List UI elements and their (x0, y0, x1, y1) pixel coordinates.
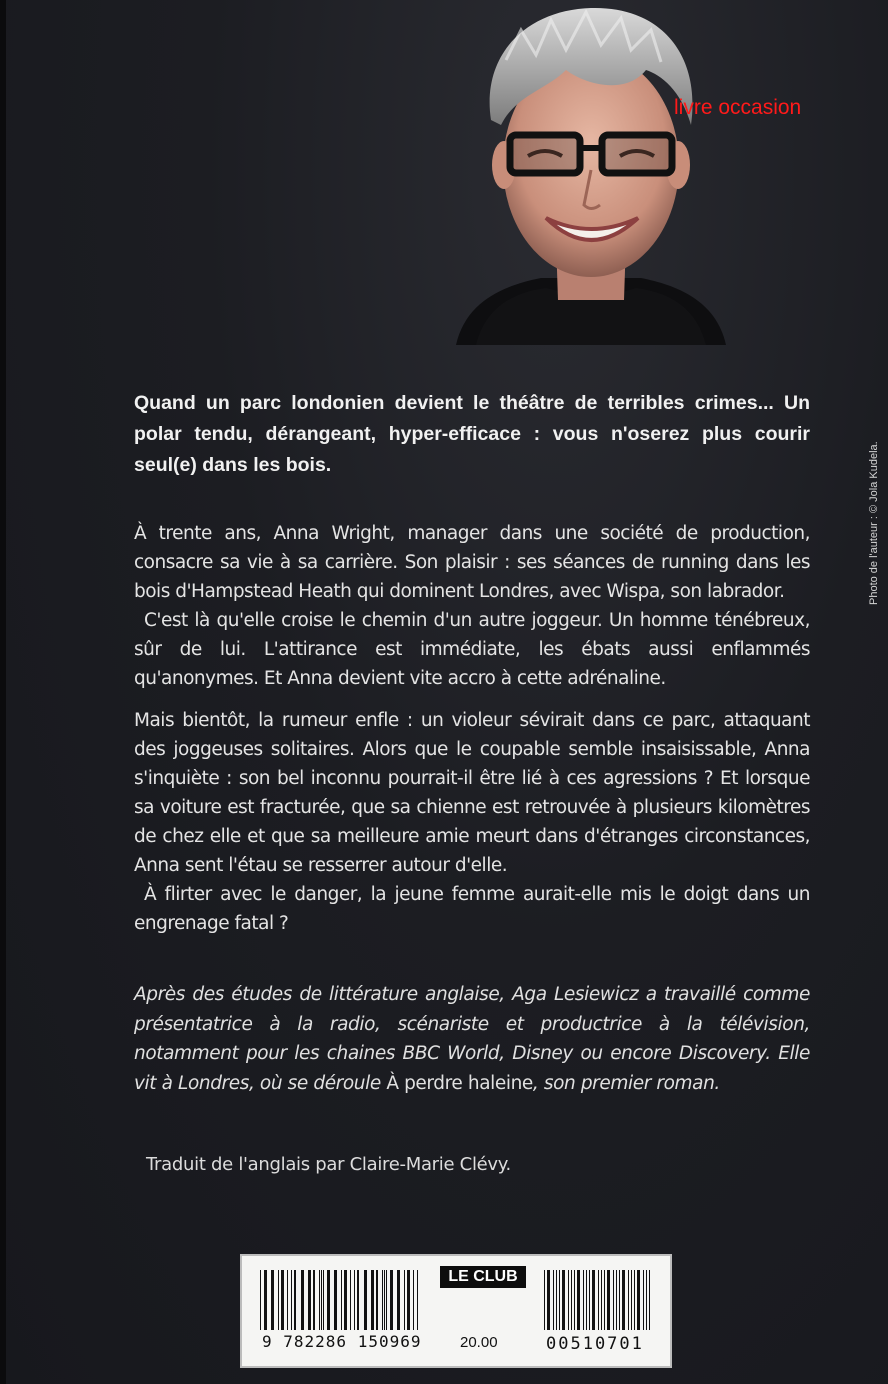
reference-barcode (544, 1270, 654, 1330)
bio-text-start: Après des études de littérature anglaise, Aga Lesiewicz a travaillé comme présentatrice à la radio, scénariste et productrice à la télévision, notamment pour les chaines BBC World, Disney ou encore Discovery. Elle vit à Londres, où se déroule (134, 984, 810, 1094)
barcode-bar (646, 1270, 647, 1330)
used-book-label: livre occasion (674, 96, 802, 119)
barcode-bar (404, 1270, 405, 1330)
barcode-bar (604, 1270, 605, 1330)
barcode-bar (568, 1270, 569, 1330)
barcode-bar (260, 1270, 261, 1330)
photo-credit: Photo de l'auteur : © Jola Kudela. (868, 441, 880, 605)
barcode-bar (313, 1270, 315, 1330)
barcode-bar (397, 1270, 400, 1330)
isbn-number: 9 782286 150969 (262, 1332, 422, 1351)
barcode-bar (613, 1270, 614, 1330)
barcode-bar (631, 1270, 632, 1330)
barcode-bar (376, 1270, 378, 1330)
barcode-bar (607, 1270, 610, 1330)
barcode-bar (364, 1270, 367, 1330)
barcode-bar (622, 1270, 625, 1330)
barcode-bar (294, 1270, 296, 1330)
barcode-bar (547, 1270, 550, 1330)
barcode-bar (287, 1270, 288, 1330)
barcode-bar (281, 1270, 284, 1330)
synopsis-paragraph-2: C'est là qu'elle croise le chemin d'un autre joggeur. Un homme ténébreux, sûr de lui. L'attirance est immédiate, les ébats aussi enflammés qu'anonymes. Et Anna devient vite accro à cette adrénaline. (134, 610, 810, 689)
synopsis-paragraph-3: Mais bientôt, la rumeur enfle : un violeur sévirait dans ce parc, attaquant des joggeuses solitaires. Alors que le coupable semble insaisissable, Anna s'inquiète : son bel inconnu pourrait-il être lié à ces agressions ? Et lorsque sa voiture est fracturée, que sa chienne est retrouvée à plusieurs kilomètres de chez elle et que sa meilleure amie meurt dans d'étranges circonstances, Anna sent l'étau se resserrer autour d'elle. (134, 710, 810, 876)
barcode-bar (350, 1270, 351, 1330)
barcode-bar (589, 1270, 590, 1330)
barcode-bar (559, 1270, 560, 1330)
barcode-bar (321, 1270, 322, 1330)
barcode-bar (308, 1270, 311, 1330)
reference-number: 00510701 (546, 1334, 644, 1354)
isbn-barcode (260, 1270, 420, 1330)
barcode-bar (544, 1270, 545, 1330)
barcode-bar (384, 1270, 385, 1330)
translator-credit: Traduit de l'anglais par Claire-Marie Clévy. (146, 1154, 511, 1175)
barcode-bar (562, 1270, 565, 1330)
author-bio (134, 980, 810, 1098)
barcode-bar (386, 1270, 387, 1330)
synopsis-block-2 (134, 706, 810, 938)
bio-book-title: À perdre haleine (386, 1072, 533, 1094)
barcode-bar (577, 1270, 580, 1330)
barcode-bar (278, 1270, 279, 1330)
barcode-bar (291, 1270, 292, 1330)
barcode-bar (592, 1270, 595, 1330)
pitch-paragraph: Quand un parc londonien devient le théâtre de terribles crimes... Un polar tendu, dérangeant, hyper-efficace : vous n'oserez plus courir seul(e) dans les bois. (134, 392, 810, 476)
barcode-bar (413, 1270, 414, 1330)
barcode-bar (571, 1270, 572, 1330)
author-photo (446, 0, 736, 345)
barcode-sticker (240, 1254, 672, 1368)
barcode-bar (323, 1270, 324, 1330)
synopsis-block-1 (134, 519, 810, 693)
barcode-bar (341, 1270, 342, 1330)
publisher-logo: LE CLUB (440, 1266, 526, 1288)
barcode-bar (382, 1270, 383, 1330)
barcode-bar (344, 1270, 347, 1330)
barcode-bar (619, 1270, 620, 1330)
barcode-bar (417, 1270, 418, 1330)
barcode-bar (371, 1270, 374, 1330)
barcode-bar (601, 1270, 602, 1330)
barcode-bar (586, 1270, 587, 1330)
barcode-bar (301, 1270, 304, 1330)
barcode-bar (264, 1270, 267, 1330)
bio-text-end: , son premier roman. (532, 1072, 720, 1094)
barcode-bar (271, 1270, 274, 1330)
price: 20.00 (460, 1334, 498, 1351)
barcode-bar (574, 1270, 575, 1330)
barcode-bar (628, 1270, 629, 1330)
barcode-bar (649, 1270, 650, 1330)
barcode-bar (319, 1270, 320, 1330)
barcode-bar (637, 1270, 640, 1330)
barcode-bar (583, 1270, 584, 1330)
barcode-bar (390, 1270, 393, 1330)
barcode-bar (357, 1270, 359, 1330)
barcode-bar (616, 1270, 617, 1330)
barcode-bar (598, 1270, 599, 1330)
barcode-bar (354, 1270, 355, 1330)
synopsis-paragraph-4: À flirter avec le danger, la jeune femme aurait-elle mis le doigt dans un engrenage fatal ? (134, 884, 810, 934)
barcode-bar (643, 1270, 644, 1330)
barcode-bar (634, 1270, 635, 1330)
barcode-bar (553, 1270, 554, 1330)
barcode-bar (556, 1270, 557, 1330)
barcode-bar (334, 1270, 337, 1330)
barcode-bar (327, 1270, 330, 1330)
synopsis-paragraph-1: À trente ans, Anna Wright, manager dans une société de production, consacre sa vie à sa carrière. Son plaisir : ses séances de running dans les bois d'Hampstead Heath qui dominent Londres, avec Wispa, son labrador. (134, 523, 810, 602)
barcode-bar (407, 1270, 410, 1330)
